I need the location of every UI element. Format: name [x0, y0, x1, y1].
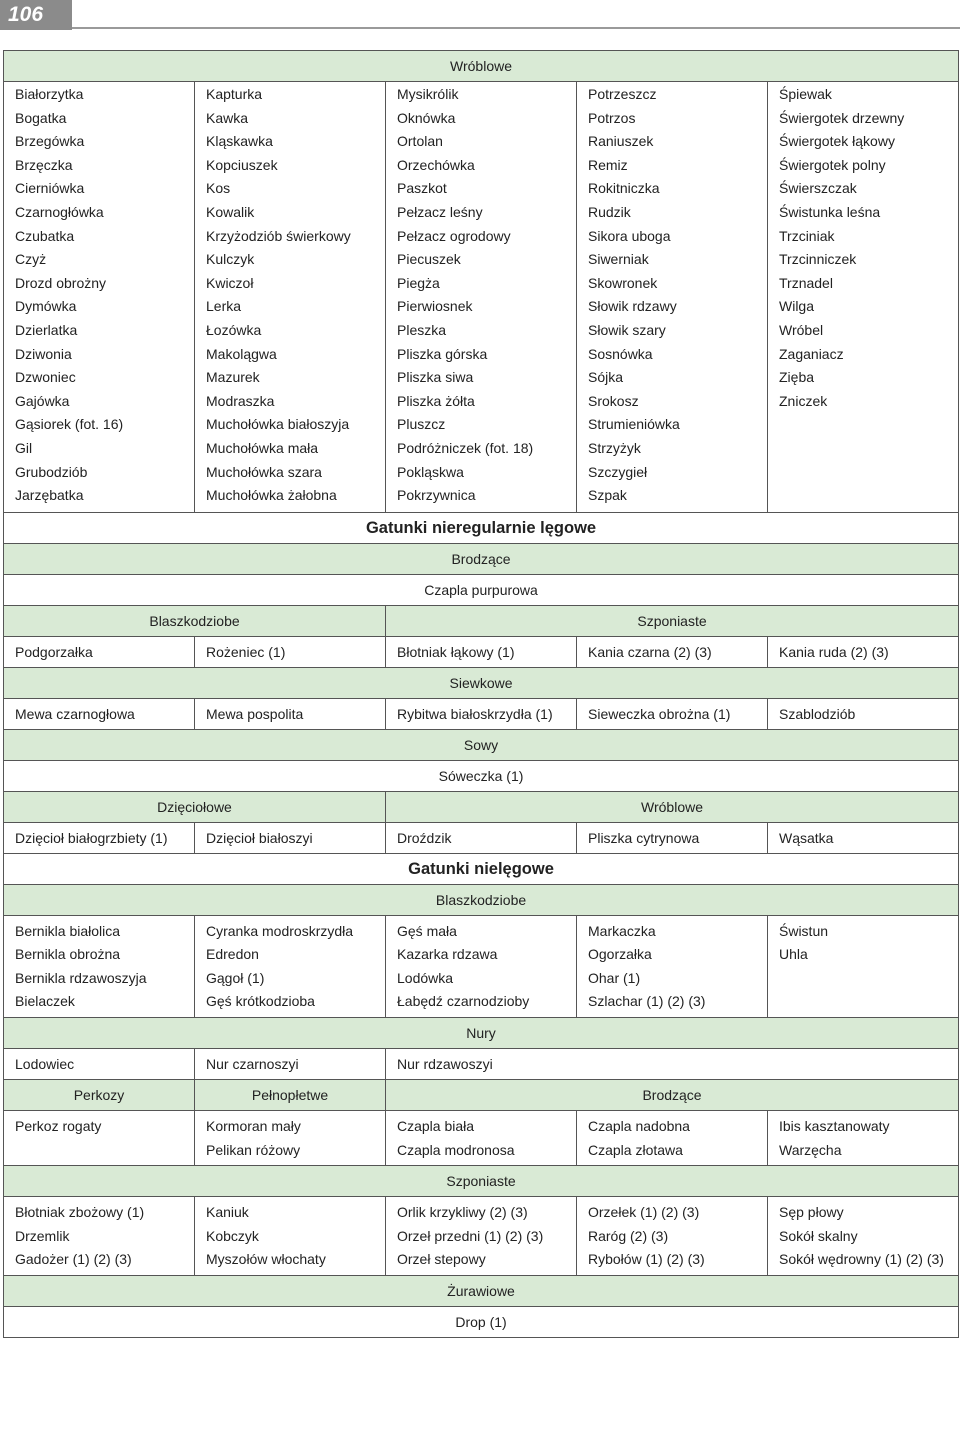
species-list-col-2	[195, 1197, 386, 1276]
species-cell: Sieweczka obrożna (1)	[577, 698, 768, 729]
species-name: Sikora uboga	[588, 227, 671, 244]
species-name: Ibis kasztanowaty	[779, 1118, 890, 1135]
group-header-szponiaste: Szponiaste	[386, 605, 959, 636]
species-name: Sęp płowy	[779, 1204, 844, 1221]
species-name: Śpiewak	[779, 86, 832, 102]
species-name: Pełzacz leśny	[397, 203, 483, 220]
species-name: Dzwoniec	[15, 369, 76, 386]
species-name: Myszołów włochaty	[206, 1251, 326, 1268]
group-header-wroblowe: Wróblowe	[4, 51, 959, 82]
species-name: Sójka	[588, 369, 624, 386]
species-name: Pokrzywnica	[397, 487, 476, 504]
species-name: Kobczyk	[206, 1227, 259, 1244]
species-cell: Nur rdzawoszyi	[386, 1049, 959, 1080]
species-czapla-purpurowa: Czapla purpurowa	[4, 574, 959, 605]
species-list-col-1	[4, 1197, 195, 1276]
species-name: Mysikrólik	[397, 86, 459, 102]
species-name: Błotniak zbożowy (1)	[15, 1204, 145, 1221]
species-cell: Szablodziób	[768, 698, 959, 729]
section-title-nonbreeding: Gatunki nielęgowe	[4, 853, 959, 884]
species-name: Zięba	[779, 369, 815, 386]
species-list-col-3	[386, 82, 577, 513]
species-name: Świergotek łąkowy	[779, 133, 895, 150]
species-list-col-3	[386, 915, 577, 1017]
species-cell: Mewa pospolita	[195, 698, 386, 729]
species-name: Ortolan	[397, 133, 443, 150]
species-cell: Kania czarna (2) (3)	[577, 636, 768, 667]
species-cell: Rybitwa białoskrzydła (1)	[386, 698, 577, 729]
species-name: Srokosz	[588, 392, 639, 409]
species-name: Strumieniówka	[588, 416, 680, 433]
species-cell: Mewa czarnogłowa	[4, 698, 195, 729]
species-name: Cyranka modroskrzydła	[206, 922, 354, 939]
species-name: Czyż	[15, 251, 47, 268]
species-name: Piecuszek	[397, 251, 461, 268]
species-name: Cierniówka	[15, 180, 85, 197]
species-name: Szlachar (1) (2) (3)	[588, 993, 706, 1010]
species-name: Drozd obrożny	[15, 274, 107, 291]
species-name: Czapla złotawa	[588, 1141, 683, 1158]
species-name: Siwerniak	[588, 251, 649, 268]
species-name: Kormoran mały	[206, 1118, 301, 1135]
species-name: Sosnówka	[588, 345, 653, 362]
species-name: Mazurek	[206, 369, 260, 386]
species-name: Świergotek polny	[779, 156, 886, 173]
species-name: Kapturka	[206, 86, 263, 102]
species-cell: Podgorzałka	[4, 636, 195, 667]
species-cell: Wąsatka	[768, 822, 959, 853]
species-name: Brzęczka	[15, 156, 73, 173]
species-name: Czarnogłówka	[15, 203, 104, 220]
species-name: Lerka	[206, 298, 242, 315]
group-header-zurawiowe: Żurawiowe	[4, 1276, 959, 1307]
species-name: Grubodziób	[15, 463, 88, 480]
species-name: Uhla	[779, 946, 808, 963]
species-name: Pleszka	[397, 321, 447, 338]
species-name: Rudzik	[588, 203, 631, 220]
species-name: Raróg (2) (3)	[588, 1227, 669, 1244]
species-name: Trzcinniczek	[779, 251, 857, 268]
species-name: Muchołówka mała	[206, 439, 319, 456]
species-name: Kopciuszek	[206, 156, 278, 173]
species-name: Muchołówka szara	[206, 463, 322, 480]
group-header-blaszkodziobe: Blaszkodziobe	[4, 605, 386, 636]
species-name: Słowik rdzawy	[588, 298, 677, 315]
species-name: Muchołówka żałobna	[206, 487, 337, 504]
species-list-col-2	[195, 1111, 386, 1166]
species-name: Gadożer (1) (2) (3)	[15, 1251, 132, 1268]
species-list-col-5	[768, 1111, 959, 1166]
group-header-wroblowe-irregular: Wróblowe	[386, 791, 959, 822]
species-name: Orlik krzykliwy (2) (3)	[397, 1204, 528, 1221]
species-soweczka: Sóweczka (1)	[4, 760, 959, 791]
group-header-blaszkodziobe-nonbreeding: Blaszkodziobe	[4, 884, 959, 915]
species-name: Dziwonia	[15, 345, 72, 362]
page-number: 106	[0, 0, 72, 30]
species-name: Kazarka rdzawa	[397, 946, 498, 963]
species-list-col-3	[386, 1197, 577, 1276]
species-name: Modraszka	[206, 392, 275, 409]
species-name: Pliszka żółta	[397, 392, 475, 409]
species-cell: Błotniak łąkowy (1)	[386, 636, 577, 667]
species-list-col-4	[577, 915, 768, 1017]
species-name: Strzyżyk	[588, 439, 641, 456]
species-name: Kląskawka	[206, 133, 273, 150]
species-name: Raniuszek	[588, 133, 654, 150]
species-list-col-5	[768, 82, 959, 513]
species-name: Edredon	[206, 946, 259, 963]
species-name: Wróbel	[779, 321, 824, 338]
species-name: Dzierlatka	[15, 321, 78, 338]
species-name: Pokląskwa	[397, 463, 464, 480]
species-list-col-1	[4, 915, 195, 1017]
group-header-sowy: Sowy	[4, 729, 959, 760]
group-header-szponiaste-nonbreeding: Szponiaste	[4, 1166, 959, 1197]
species-name: Jarzębatka	[15, 487, 84, 504]
species-name: Sokół skalny	[779, 1227, 858, 1244]
species-name: Szczygieł	[588, 463, 648, 480]
species-name: Rybołów (1) (2) (3)	[588, 1251, 705, 1268]
species-name: Zniczek	[779, 392, 828, 409]
species-name: Bernikla białolica	[15, 922, 121, 939]
bird-species-table	[3, 50, 959, 1338]
species-name: Świstunka leśna	[779, 203, 881, 220]
species-name: Wilga	[779, 298, 815, 315]
species-name: Bielaczek	[15, 993, 75, 1010]
species-name: Paszkot	[397, 180, 447, 197]
species-name: Kowalik	[206, 203, 255, 220]
species-name: Czapla nadobna	[588, 1118, 690, 1135]
species-name: Bogatka	[15, 109, 67, 126]
species-cell: Nur czarnoszyi	[195, 1049, 386, 1080]
species-name: Bernikla obrożna	[15, 946, 121, 963]
species-name: Czapla modronosa	[397, 1141, 515, 1158]
species-name: Remiz	[588, 156, 628, 173]
species-name: Szpak	[588, 487, 627, 504]
species-name: Zaganiacz	[779, 345, 844, 362]
species-name: Gęś mała	[397, 922, 457, 939]
species-name: Potrzos	[588, 109, 636, 126]
species-name: Oknówka	[397, 109, 456, 126]
species-name: Gajówka	[15, 392, 70, 409]
group-header-siewkowe: Siewkowe	[4, 667, 959, 698]
species-name: Pełzacz ogrodowy	[397, 227, 511, 244]
species-name: Łozówka	[206, 321, 262, 338]
species-name: Kaniuk	[206, 1204, 249, 1221]
species-name: Trznadel	[779, 274, 833, 291]
species-cell: Rożeniec (1)	[195, 636, 386, 667]
species-list-col-4	[577, 1111, 768, 1166]
species-name: Makolągwa	[206, 345, 277, 362]
header-rule	[72, 27, 960, 29]
species-name: Krzyżodziób świerkowy	[206, 227, 351, 244]
species-name: Piegża	[397, 274, 440, 291]
species-name: Muchołówka białoszyja	[206, 416, 350, 433]
species-name: Skowronek	[588, 274, 658, 291]
species-name: Orzełek (1) (2) (3)	[588, 1204, 700, 1221]
species-name: Białorzytka	[15, 86, 84, 102]
species-name: Orzeł stepowy	[397, 1251, 486, 1268]
species-list-col-5	[768, 1197, 959, 1276]
species-cell: Dzięcioł białoszyi	[195, 822, 386, 853]
species-name: Brzegówka	[15, 133, 85, 150]
species-name: Gęś krótkodzioba	[206, 993, 315, 1010]
group-header-pelnopletwe: Pełnopłetwe	[195, 1080, 386, 1111]
species-name: Perkoz rogaty	[15, 1118, 102, 1135]
species-name: Kos	[206, 180, 231, 197]
species-name: Łabędź czarnodzioby	[397, 993, 530, 1010]
species-name: Bernikla rdzawoszyja	[15, 969, 147, 986]
species-list-col-5	[768, 915, 959, 1017]
species-cell: Dzięcioł białogrzbiety (1)	[4, 822, 195, 853]
species-name: Gąsiorek (fot. 16)	[15, 416, 124, 433]
species-list-col-1	[4, 1111, 195, 1166]
species-name: Pierwiosnek	[397, 298, 473, 315]
group-header-dzieciolowe: Dzięciołowe	[4, 791, 386, 822]
species-list-col-3	[386, 1111, 577, 1166]
species-name: Świstun	[779, 922, 829, 939]
species-name: Kawka	[206, 109, 249, 126]
species-name: Czubatka	[15, 227, 75, 244]
species-name: Sokół wędrowny (1) (2) (3)	[779, 1251, 944, 1268]
species-name: Kwiczoł	[206, 274, 254, 291]
group-header-brodzace: Brodzące	[4, 543, 959, 574]
page-header	[0, 0, 960, 30]
species-name: Kulczyk	[206, 251, 255, 268]
species-name: Markaczka	[588, 922, 656, 939]
species-list-col-4	[577, 1197, 768, 1276]
species-cell: Pliszka cytrynowa	[577, 822, 768, 853]
species-name: Pelikan różowy	[206, 1141, 301, 1158]
species-name: Gągoł (1)	[206, 969, 265, 986]
species-name: Czapla biała	[397, 1118, 475, 1135]
species-name: Gil	[15, 439, 33, 456]
species-name: Trzciniak	[779, 227, 835, 244]
species-name: Pliszka siwa	[397, 369, 474, 386]
species-list-col-4	[577, 82, 768, 513]
species-name: Orzeł przedni (1) (2) (3)	[397, 1227, 544, 1244]
species-name: Rokitniczka	[588, 180, 660, 197]
species-name: Orzechówka	[397, 156, 475, 173]
species-list-col-2	[195, 82, 386, 513]
species-cell: Droździk	[386, 822, 577, 853]
species-list-col-2	[195, 915, 386, 1017]
species-name: Ogorzałka	[588, 946, 652, 963]
species-cell: Lodowiec	[4, 1049, 195, 1080]
species-name: Dymówka	[15, 298, 77, 315]
species-name: Drzemlik	[15, 1227, 70, 1244]
section-title-irregular: Gatunki nieregularnie lęgowe	[4, 512, 959, 543]
species-name: Pliszka górska	[397, 345, 488, 362]
species-name: Słowik szary	[588, 321, 666, 338]
species-name: Podróżniczek (fot. 18)	[397, 439, 534, 456]
species-name: Warzęcha	[779, 1141, 842, 1158]
species-name: Potrzeszcz	[588, 86, 657, 102]
species-name: Świergotek drzewny	[779, 109, 905, 126]
species-name: Ohar (1)	[588, 969, 641, 986]
group-header-perkozy: Perkozy	[4, 1080, 195, 1111]
species-drop: Drop (1)	[4, 1307, 959, 1338]
species-name: Pluszcz	[397, 416, 446, 433]
species-cell: Kania ruda (2) (3)	[768, 636, 959, 667]
group-header-brodzace-nonbreeding: Brodzące	[386, 1080, 959, 1111]
group-header-nury: Nury	[4, 1018, 959, 1049]
species-name: Lodówka	[397, 969, 454, 986]
species-list-col-1	[4, 82, 195, 513]
species-name: Świerszczak	[779, 180, 857, 197]
